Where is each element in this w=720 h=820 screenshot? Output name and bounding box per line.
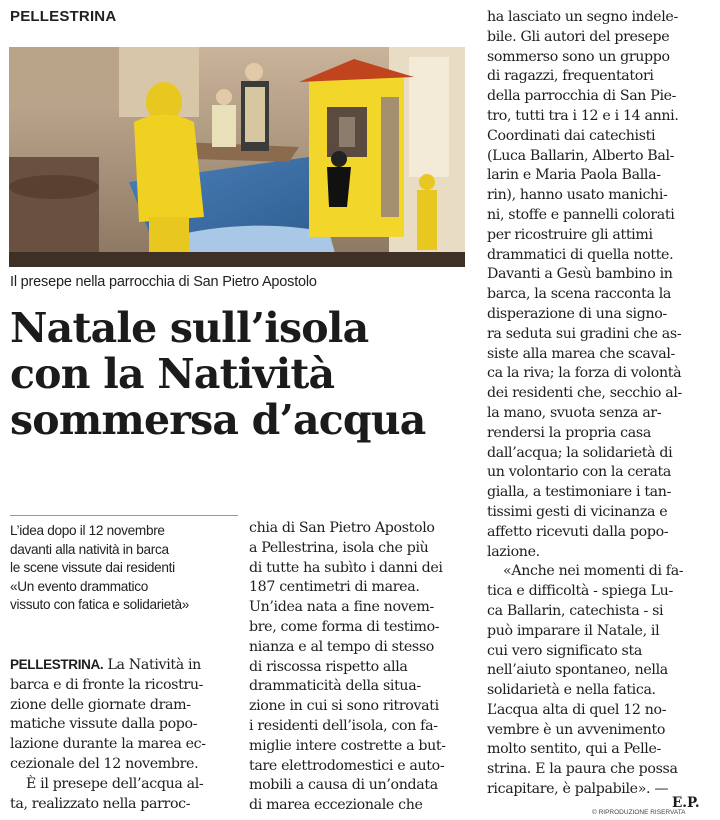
text-line: (Luca Ballarin, Alberto Bal- [487,147,675,164]
photo-caption: Il presepe nella parrocchia di San Pietro Apostolo [10,274,317,290]
nativity-scene-image [9,47,465,267]
text-line: bre, come forma di testimo- [249,618,440,635]
text-line: ca la riva; la forza di volontà [487,365,682,382]
text-line: drammatici di quella notte. [487,246,674,263]
text-line: solidarietà e nella fatica. [487,682,656,699]
text-line: vembre è un avvenimento [487,721,666,738]
text-line: sommerso sono un gruppo [487,48,670,65]
copyright-notice: © RIPRODUZIONE RISERVATA [592,809,686,816]
text-line: 187 centimetri di marea. [249,579,420,596]
text-line: ta, realizzato nella parroc- [10,795,191,812]
text-line: tro, tutti tra i 12 e i 14 anni. [487,107,679,124]
text-line: L’acqua alta di quel 12 no- [487,701,667,718]
text-line: nell’aiuto spontaneo, nella [487,662,668,679]
text-line: larin e Maria Paola Balla- [487,167,661,184]
text-line: può imparare il Natale, il [487,622,660,639]
headline-line: con la Natività [10,350,335,398]
text-line: lazione. [487,543,540,560]
text-line: a Pellestrina, isola che più [249,539,429,556]
text-line: dei residenti che, secchio al- [487,385,682,402]
text-line: ricapitare, è palpabile». — [487,781,669,798]
text-line: nianza e al tempo di stesso [249,638,434,655]
text-line: barca, la scena racconta la [487,286,672,303]
text-line: Davanti a Gesù bambino in [487,266,673,283]
text-line: di ragazzi, frequentatori [487,68,654,85]
summary [10,522,240,615]
text-line: tica e difficoltà - spiega Lu- [487,583,673,600]
text-line: cezionale del 12 novembre. [10,755,199,772]
article-photo [9,47,465,267]
text-line: gialla, a testimoniare i tan- [487,484,672,501]
text-line: di riscossa rispetto alla [249,658,408,675]
text-line: ni, stoffe e pannelli colorati [487,206,675,223]
text-line: mobili a causa di un’ondata [249,777,438,794]
headline [10,305,465,443]
text-line: bile. Gli autori del presepe [487,28,670,45]
text-line: siste alla marea che scaval- [487,345,675,362]
text-line: rin), hanno usato manichi- [487,187,668,204]
text-line: molto sentito, qui a Pelle- [487,741,661,758]
text-line: per ricostruire gli attimi [487,226,653,243]
text-line: strina. E la paura che possa [487,761,678,778]
text-line: affetto ricevuti dalla popo- [487,523,669,540]
headline-line: sommersa d’acqua [10,396,426,444]
text-line: miglie intere costrette a but- [249,737,446,754]
text-line: tare elettrodomestici e auto- [249,757,445,774]
text-line: «Anche nei momenti di fa- [503,563,684,580]
dateline: PELLESTRINA. [10,657,104,672]
section-tag: PELLESTRINA [10,8,117,25]
text-line: drammaticità della situa- [249,678,421,695]
text-line: È il presepe dell’acqua al- [26,775,204,792]
text-line: di tutte ha subìto i danni dei [249,559,443,576]
summary-line: «Un evento drammatico [10,578,149,594]
summary-line: le scene vissute dai residenti [10,560,175,575]
divider [10,515,238,516]
summary-line: davanti alla natività in barca [10,541,169,557]
summary-line: vissuto con fatica e solidarietà» [10,597,190,612]
text-line: della parrocchia di San Pie- [487,88,677,105]
text-line: La Natività in [103,657,201,673]
text-line: Coordinati dai catechisti [487,127,656,144]
text-line: di marea eccezionale che [249,797,423,814]
author-initials: E.P. [672,795,700,811]
article-column-c [487,8,709,800]
summary-line: L’idea dopo il 12 novembre [10,523,165,538]
article-column-a [10,655,236,814]
text-line: ca Ballarin, catechista - si [487,602,664,619]
text-line: disperazione di una signo- [487,305,667,322]
text-line: matiche vissute dalla popo- [10,716,198,733]
text-line: lazione durante la marea ec- [10,736,206,753]
text-line: ha lasciato un segno indele- [487,9,678,25]
article-column-b [249,519,468,816]
text-line: ra seduta sui gradini che as- [487,325,682,342]
text-line: un volontario con la cerata [487,464,672,481]
text-line: cui vero significato sta [487,642,642,659]
text-line: i residenti dell’isola, con fa- [249,717,438,734]
text-line: la mano, svuota senza ar- [487,404,662,421]
text-line: zione in cui si sono ritrovati [249,698,439,715]
text-line: barca e di fronte la ricostru- [10,676,204,693]
text-line: dall’acqua; la solidarietà di [487,444,673,461]
text-line: rendersi la propria casa [487,424,651,441]
text-line: chia di San Pietro Apostolo [249,520,435,536]
text-line: Un’idea nata a fine novem- [249,599,434,616]
text-line: tissimi gesti di vicinanza e [487,503,668,520]
headline-line: Natale sull’isola [10,304,369,352]
text-line: zione delle giornate dram- [10,696,191,713]
